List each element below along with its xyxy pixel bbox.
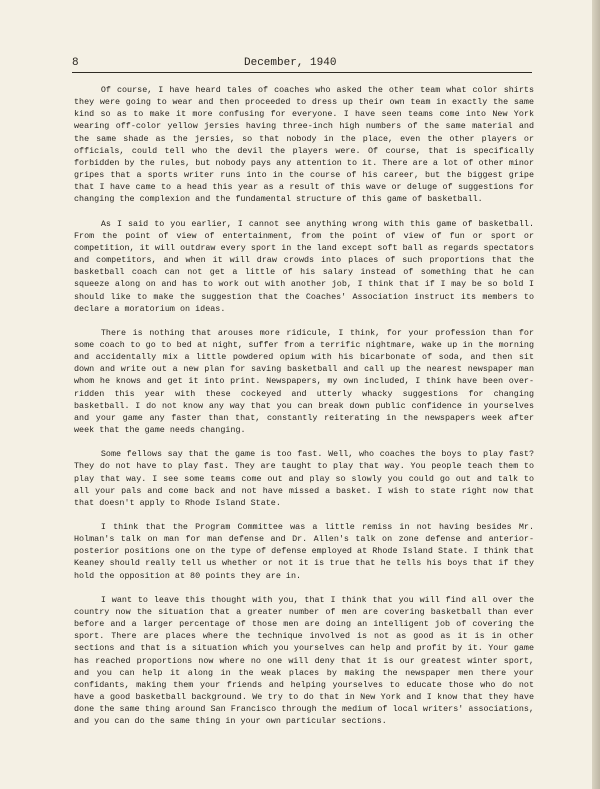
page-header [72,57,540,73]
paragraph-5: I think that the Program Committee was a little remiss in not having besides Mr. Holman's talk on man for man defense and Dr. Allen's talk on zone defense and anterior-posterior positions one on the type of defense employed at Rhode Island State. I think that Keaney should really tell us whether or not it is true that he tells his boys that if they hold the opposition at 80 points they are in. [74,522,534,581]
paragraph-1: Of course, I have heard tales of coaches who asked the other team what color shirts they were going to wear and then proceeded to dress up their own team in exactly the same kind so as to make it more confusing for everyone. I have seen teams come into New York wearing off-color yellow jersies having three-inch high numbers of the same material and the same shade as the jersies, so that nobody in the place, even the other players or officials, could tell who the devil the players were. Of course, that is specifically forbidden by the rules, but nobody pays any attention to it. There are a lot of other minor gripes that a sports writer runs into in the course of his career, but the biggest gripe that I have came to a head this year as a result of this wave or deluge of suggestions for changing the complexion and the fundamental structure of this game of basketball. [74,85,534,205]
page-edge-shadow [592,0,600,789]
page-number: 8 [72,57,79,69]
paragraph-6: I want to leave this thought with you, that I think that you will find all over the country now the situation that a greater number of men are covering basketball than ever before and a larger percentage of those men are doing an intelligent job of covering the sport. There are places where the technique involved is not as good as it is in other sections and that is a situation which you yourselves can help and profit by it. Your game has reached proportions now where no one will deny that it is our greatest winter sport, and you can help it along in the weak places by making the newspaper men there your confidants, making them your friends and helping yourselves to educate those who do not have a good basketball background. We try to do that in New York and I know that they have done the same thing around San Francisco through the medium of local writers' associations, and you can do the same thing in your own particular sections. [74,594,534,727]
header-rule [72,72,532,73]
paragraph-2: As I said to you earlier, I cannot see anything wrong with this game of basketball. From the point of view of entertainment, from the point of view of fun or sport or competition, it will outdraw every sport in the land except soft ball as regards spectators and competitors, and when it will draw crowds into places of such proportions that the basketball coach can not get a little of his salary instead of something that he can squeeze along on and has to work out with another job, I think that if I may be so bold I should like to make the suggestion that the Coaches' Association instruct its members to declare a moratorium on ideas. [74,218,534,314]
body-text [74,84,534,740]
paragraph-3: There is nothing that arouses more ridicule, I think, for your profession than for some coach to go to bed at night, suffer from a terrific nightmare, wake up in the morning and accidentally mix a little powdered opium with his bicarbonate of soda, and then sit down and write out a new plan for saving basketball and call up the nearest newspaper man whom he knows and get it into print. Newspapers, my own included, I think have been over-ridden this year with these cockeyed and utterly whacky suggestions for changing basketball. I do not know any way that you can break down public confidence in yourselves and your game any faster than that, constantly reiterating in the newspapers week after week that the game needs changing. [74,327,534,436]
header-date: December, 1940 [244,57,337,69]
paragraph-4: Some fellows say that the game is too fast. Well, who coaches the boys to play fast? They do not have to play fast. They are taught to play that way. You people teach them to play that way. I see some teams come out and play so slowly you could go out and talk to all your pals and come back and not have missed a basket. I wish to state right now that that doesn't apply to Rhode Island State. [74,449,534,508]
